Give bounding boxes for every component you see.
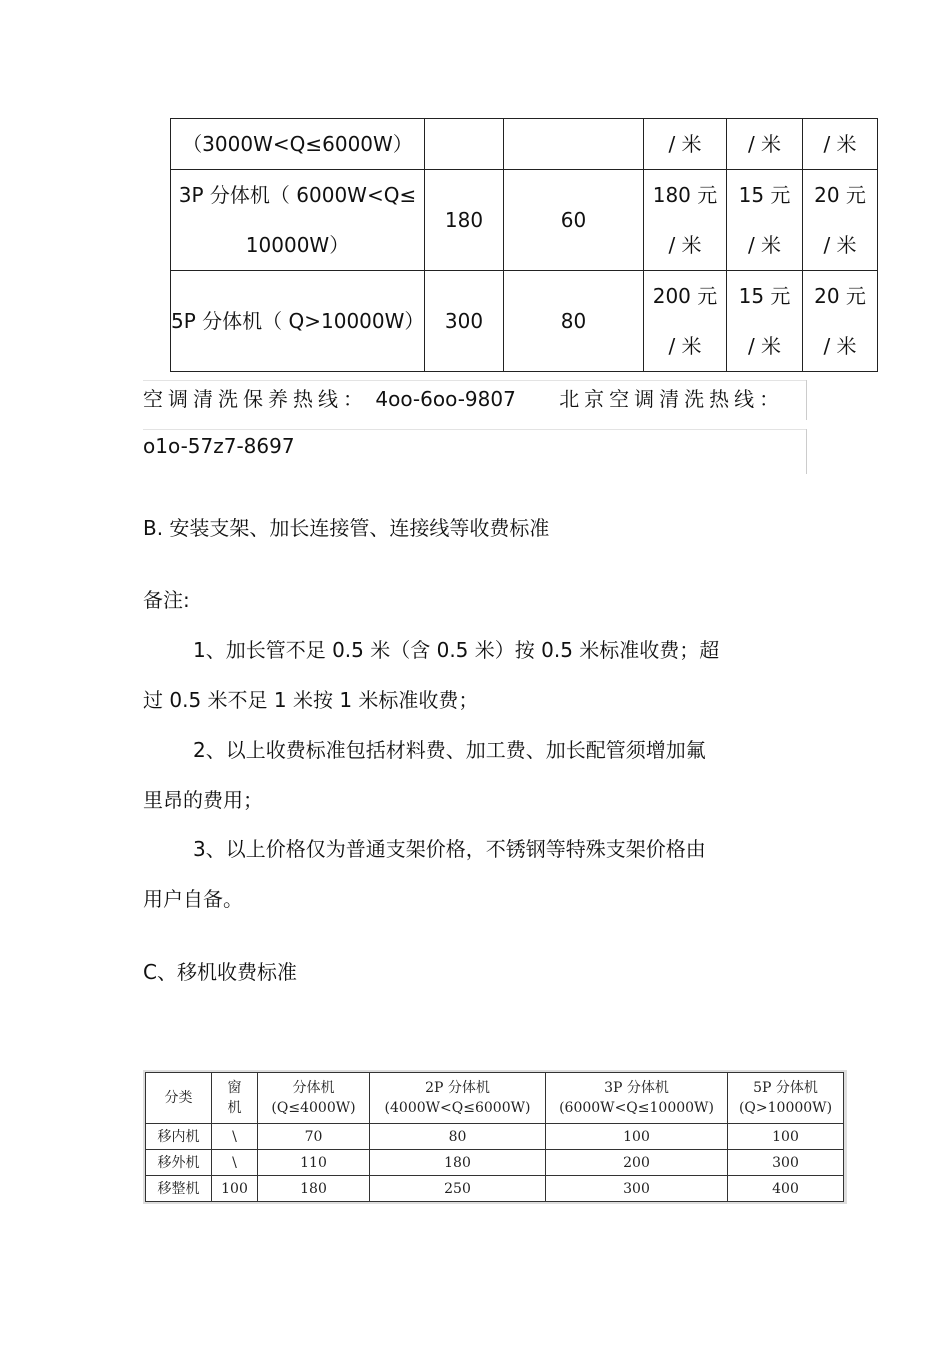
cell-line: 200 元 xyxy=(652,284,718,308)
table-cell: 180 xyxy=(425,170,504,271)
table-cell xyxy=(803,271,878,372)
cell-line: 10000W） xyxy=(245,233,350,257)
note-1-line-2: 过 0.5 米不足 1 米按 1 米标准收费； xyxy=(143,688,479,712)
cell-line: / 米 xyxy=(668,233,702,257)
table-row xyxy=(146,1176,844,1202)
table-cell: 180 xyxy=(370,1150,546,1176)
table-row xyxy=(146,1124,844,1150)
row-label: 移内机 xyxy=(146,1124,212,1150)
table-cell xyxy=(727,271,803,372)
table-row xyxy=(171,271,878,372)
table-cell: 100 xyxy=(546,1124,728,1150)
cell-line: 分体机 xyxy=(292,1080,335,1096)
table-row xyxy=(171,170,878,271)
table-cell: 5P 分体机（ Q>10000W） xyxy=(171,271,425,372)
note-2-line-1: 2、以上收费标准包括材料费、加工费、加长配管须增加氟 xyxy=(193,738,706,762)
note-1-line-1: 1、加长管不足 0.5 米（含 0.5 米）按 0.5 米标准收费；超 xyxy=(193,638,720,662)
table-cell: / 米 xyxy=(727,119,803,170)
table-cell: 100 xyxy=(728,1124,844,1150)
table-cell xyxy=(504,119,644,170)
cell-line: (Q≤4000W) xyxy=(271,1100,356,1116)
table-cell: 80 xyxy=(504,271,644,372)
row-label: 移整机 xyxy=(146,1176,212,1202)
cell-line: (Q>10000W) xyxy=(738,1100,833,1116)
divider xyxy=(806,429,807,474)
cell-line: / 米 xyxy=(747,233,782,257)
table-cell: \ xyxy=(212,1150,258,1176)
cell-line: 3P 分体机 xyxy=(604,1080,669,1096)
table-cell: 300 xyxy=(728,1150,844,1176)
hotline-line-1 xyxy=(143,383,784,412)
cell-line: (4000W<Q≤6000W) xyxy=(384,1100,531,1116)
header-window-unit xyxy=(212,1073,258,1124)
header-category: 分类 xyxy=(146,1073,212,1124)
cell-line: 窗 xyxy=(227,1080,242,1096)
table-cell: / 米 xyxy=(803,119,878,170)
hotline-line-2: o1o-57z7-8697 xyxy=(143,434,295,458)
cell-line: / 米 xyxy=(747,334,782,358)
table-cell: 100 xyxy=(212,1176,258,1202)
note-3-line-1: 3、以上价格仅为普通支架价格，不锈钢等特殊支架价格由 xyxy=(193,837,706,861)
table-cell: （3000W<Q≤6000W） xyxy=(171,119,425,170)
table-cell xyxy=(171,170,425,271)
table-row xyxy=(171,119,878,170)
table-row xyxy=(146,1150,844,1176)
header-5p-split-unit xyxy=(728,1073,844,1124)
table-cell: 300 xyxy=(546,1176,728,1202)
table-header-row xyxy=(146,1073,844,1124)
divider xyxy=(143,380,807,381)
header-3p-split-unit xyxy=(546,1073,728,1124)
table-cell xyxy=(644,170,727,271)
price-table xyxy=(170,118,878,372)
table-cell: 110 xyxy=(258,1150,370,1176)
cell-line: 2P 分体机 xyxy=(425,1080,490,1096)
cell-line: / 米 xyxy=(823,233,857,257)
hotline-number: 4oo-6oo-9807 xyxy=(375,387,516,411)
table-cell: 180 xyxy=(258,1176,370,1202)
cell-line: 180 元 xyxy=(652,183,718,207)
relocation-fee-table xyxy=(145,1072,844,1202)
hotline-label: 空调清洗保养热线： xyxy=(143,387,368,411)
table-cell: 300 xyxy=(425,271,504,372)
section-c-title: C、移机收费标准 xyxy=(143,960,297,984)
table-cell xyxy=(425,119,504,170)
table-cell xyxy=(803,170,878,271)
note-2-line-2: 里昂的费用； xyxy=(143,788,263,812)
cell-line: / 米 xyxy=(823,334,857,358)
cell-line: 20 元 xyxy=(814,284,866,308)
divider xyxy=(806,380,807,420)
table-cell: 250 xyxy=(370,1176,546,1202)
table-cell xyxy=(644,271,727,372)
row-label: 移外机 xyxy=(146,1150,212,1176)
cell-line: 15 元 xyxy=(738,284,791,308)
header-2p-split-unit xyxy=(370,1073,546,1124)
cell-line: 3P 分体机（ 6000W<Q≤ xyxy=(178,183,417,207)
table-cell: 400 xyxy=(728,1176,844,1202)
divider xyxy=(143,429,807,430)
cell-line: 5P 分体机 xyxy=(753,1080,818,1096)
header-split-unit xyxy=(258,1073,370,1124)
hotline-label-beijing: 北京空调清洗热线： xyxy=(559,387,785,411)
table-cell: \ xyxy=(212,1124,258,1150)
table-cell: 60 xyxy=(504,170,644,271)
table-cell: 200 xyxy=(546,1150,728,1176)
cell-line: / 米 xyxy=(668,334,702,358)
table-cell xyxy=(727,170,803,271)
note-label: 备注: xyxy=(143,588,190,612)
table-cell: 80 xyxy=(370,1124,546,1150)
table-cell: 70 xyxy=(258,1124,370,1150)
cell-line: 15 元 xyxy=(738,183,791,207)
cell-line: (6000W<Q≤10000W) xyxy=(559,1100,714,1116)
cell-line: 机 xyxy=(227,1100,242,1116)
cell-line: 20 元 xyxy=(814,183,866,207)
section-b-title: B. 安装支架、加长连接管、连接线等收费标准 xyxy=(143,516,550,540)
note-3-line-2: 用户自备。 xyxy=(143,887,243,911)
table-cell: / 米 xyxy=(644,119,727,170)
